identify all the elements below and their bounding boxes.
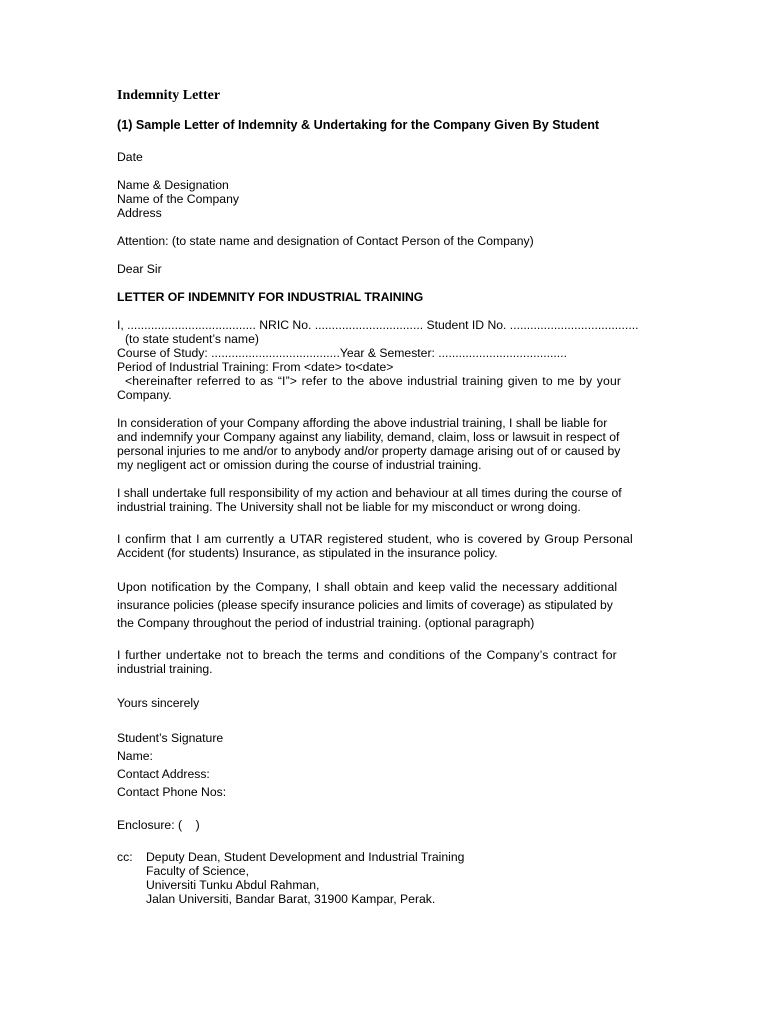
paragraph-undertaking: [117, 648, 652, 676]
cc-block: [117, 850, 652, 906]
paragraph-line: insurance policies (please specify insurance policies and limits of coverage) as stipulated by: [117, 598, 613, 612]
paragraph-line: Upon notification by the Company, I shall obtain and keep valid the necessary additional: [117, 580, 618, 594]
paragraph-line: industrial training. The University shall not be liable for my misconduct or wrong doing.: [117, 500, 581, 514]
paragraph-indemnity: [117, 416, 652, 472]
closing-line: Yours sincerely: [117, 696, 200, 710]
paragraph-line: Accident (for students) Insurance, as stipulated in the insurance policy.: [117, 546, 498, 560]
name-label: Name:: [117, 749, 153, 763]
student-name-hint: (to state student’s name): [125, 332, 259, 346]
paragraph-line: my negligent act or omission during the course of industrial training.: [117, 458, 482, 472]
signature-label: Student’s Signature: [117, 731, 224, 745]
course-semester-line: Course of Study: ......................................Year & Semester: ......................................: [117, 346, 567, 360]
paragraph-line: In consideration of your Company affording the above industrial training, I shall be liable for: [117, 416, 608, 430]
recipient-block: [117, 178, 652, 220]
cc-line: Jalan Universiti, Bandar Barat, 31900 Kampar, Perak.: [146, 892, 436, 906]
paragraph-line: and indemnify your Company against any liability, demand, claim, loss or lawsuit in respect of: [117, 430, 620, 444]
recipient-name-designation: Name & Designation: [117, 178, 229, 192]
contact-phone-label: Contact Phone Nos:: [117, 785, 227, 799]
student-details-block: [117, 318, 652, 402]
paragraph-additional-insurance: [117, 578, 652, 632]
hereinafter-line: <hereinafter referred to as “I”> refer to the above industrial training given to me by your: [125, 374, 622, 388]
paragraph-responsibility: [117, 486, 652, 514]
paragraph-line: I confirm that I am currently a UTAR registered student, who is covered by Group Personal: [117, 532, 633, 546]
paragraph-insurance-confirm: [117, 532, 652, 560]
student-id-line: I, ...................................... NRIC No. ................................ Student ID No. ......................................: [117, 318, 639, 332]
document-title: Indemnity Letter: [117, 88, 221, 103]
attention-line: Attention: (to state name and designation of Contact Person of the Company): [117, 234, 534, 248]
recipient-company: Name of the Company: [117, 192, 239, 206]
date-line: Date: [117, 150, 143, 164]
paragraph-line: industrial training.: [117, 662, 213, 676]
document-subtitle: (1) Sample Letter of Indemnity & Undertaking for the Company Given By Student: [117, 118, 600, 132]
cc-label: cc:: [117, 850, 133, 864]
contact-address-label: Contact Address:: [117, 767, 210, 781]
cc-line: Universiti Tunku Abdul Rahman,: [146, 878, 320, 892]
cc-line: Deputy Dean, Student Development and Industrial Training: [146, 850, 465, 864]
paragraph-line: the Company throughout the period of industrial training. (optional paragraph): [117, 616, 535, 630]
paragraph-line: I further undertake not to breach the terms and conditions of the Company’s contract for: [117, 648, 617, 662]
letter-heading: LETTER OF INDEMNITY FOR INDUSTRIAL TRAINING: [117, 290, 424, 304]
signature-block: [117, 729, 652, 801]
enclosure-line: Enclosure: ( ): [117, 818, 200, 832]
paragraph-line: I shall undertake full responsibility of my action and behaviour at all times during the course of: [117, 486, 622, 500]
salutation: Dear Sir: [117, 262, 162, 276]
paragraph-line: personal injuries to me and/or to anybody and/or property damage arising out of or caused by: [117, 444, 621, 458]
company-line: Company.: [117, 388, 172, 402]
recipient-address: Address: [117, 206, 162, 220]
training-period-line: Period of Industrial Training: From <date> to<date>: [117, 360, 394, 374]
cc-line: Faculty of Science,: [146, 864, 249, 878]
